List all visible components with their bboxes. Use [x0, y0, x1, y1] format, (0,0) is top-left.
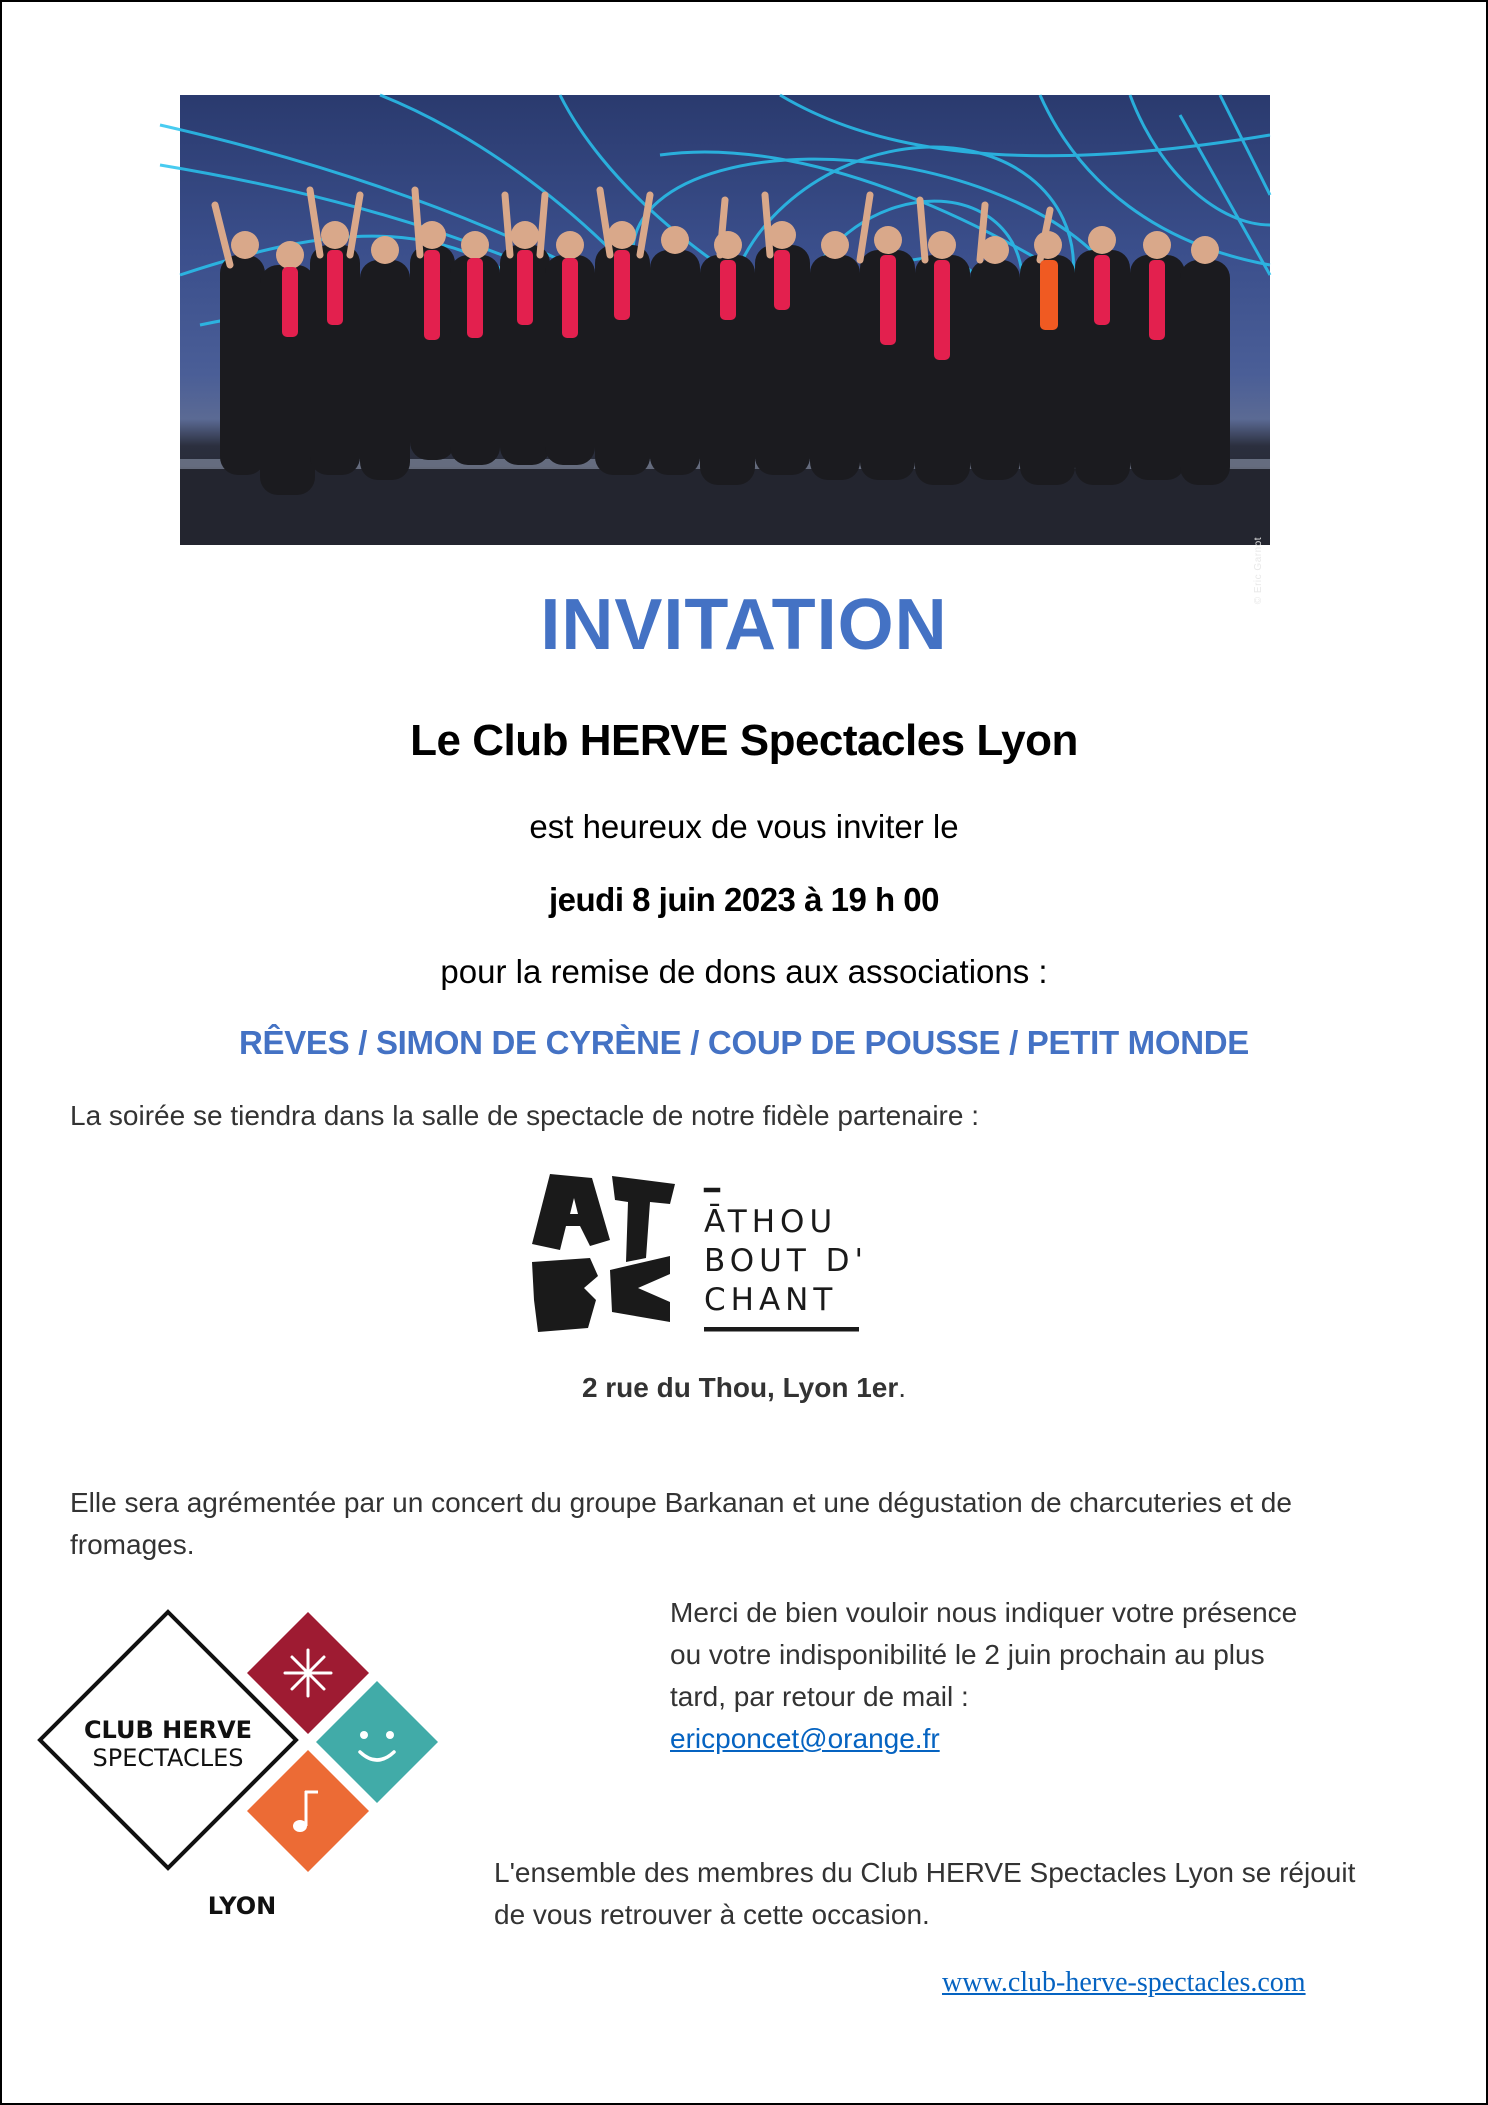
program-description: Elle sera agrémentée par un concert du groupe Barkanan et une dégustation de charcuteries et de fromages. [70, 1487, 1292, 1560]
associations-list: RÊVES / SIMON DE CYRÈNE / COUP DE POUSSE / PETIT MONDE [238, 1024, 1250, 1061]
invite-intro: est heureux de vous inviter le [529, 808, 959, 845]
logo-text-line2: SPECTACLES [92, 1744, 244, 1772]
event-datetime: jeudi 8 juin 2023 à 19 h 00 [548, 881, 940, 918]
logo-city: LYON [207, 1892, 277, 1920]
venue-intro: La soirée se tiendra dans la salle de spectacle de notre fidèle partenaire : [70, 1100, 980, 1131]
logo-text-line1: CLUB HERVE [83, 1716, 253, 1744]
group-photo [180, 95, 1270, 605]
club-herve-spectacles-logo [38, 1592, 458, 1932]
venue-address [2, 1372, 1486, 1404]
logo-line-2: BOUT D' [704, 1243, 868, 1279]
rsvp-email-link[interactable]: ericponcet@orange.fr [670, 1723, 940, 1754]
logo-line-3: CHANT [704, 1282, 838, 1318]
venue-address-period: . [898, 1372, 907, 1403]
organization-name: Le Club HERVE Spectacles Lyon [410, 716, 1078, 765]
rsvp-text: Merci de bien vouloir nous indiquer votre présence ou votre indisponibilité le 2 juin prochain au plus tard, par retour de mail : [670, 1597, 1298, 1712]
asterisk-icon [285, 1650, 331, 1696]
invitation-title: INVITATION [540, 585, 948, 665]
logo-line-1: ĀTHOU [704, 1204, 838, 1240]
light-swirls-graphic [180, 95, 1270, 545]
closing-text: L'ensemble des membres du Club HERVE Spectacles Lyon se réjouit de vous retrouver à cette occasion. [494, 1857, 1356, 1930]
photo-credit: © Eric Garnot [1253, 537, 1264, 605]
event-purpose: pour la remise de dons aux associations : [440, 953, 1048, 990]
venue-address-street: 2 rue du Thou, Lyon 1er [581, 1372, 899, 1403]
website-link[interactable]: www.club-herve-spectacles.com [942, 1967, 1306, 1998]
rsvp-block [670, 1592, 1310, 1760]
a-thou-bout-d-chant-logo [530, 1170, 868, 1335]
